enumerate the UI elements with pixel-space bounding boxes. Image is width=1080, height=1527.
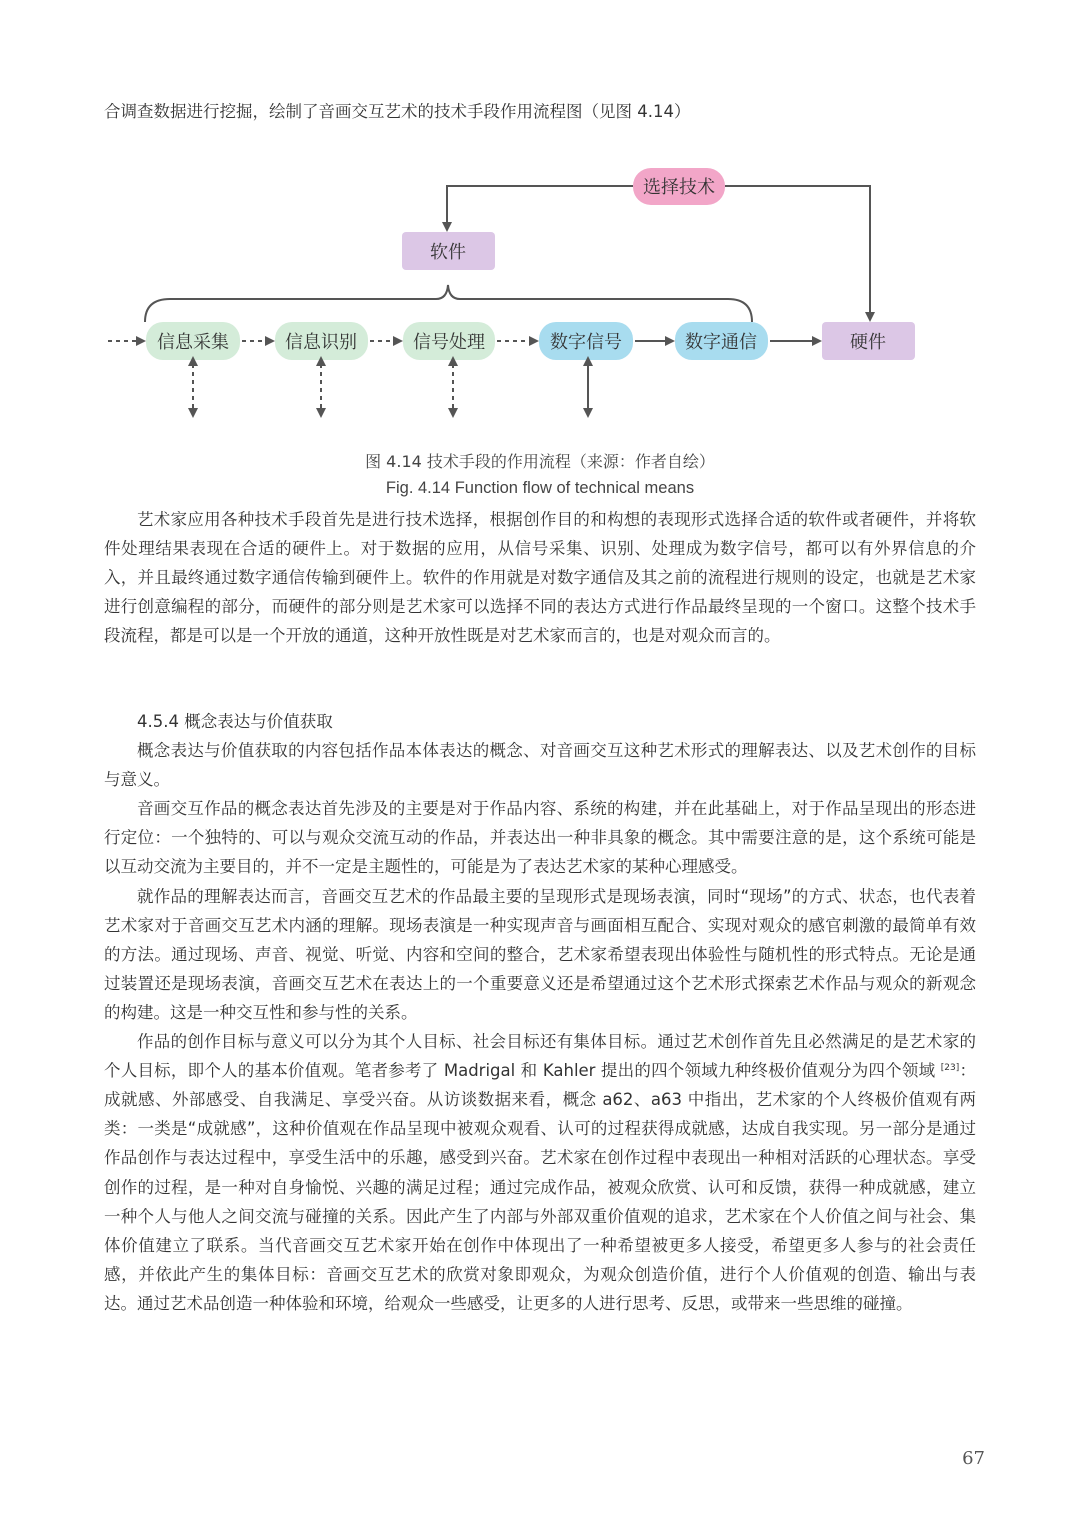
select-technology-node [633,168,725,205]
flow-node-info-recognition [275,322,368,360]
page-number: 67 [962,1448,985,1469]
technical-flow-diagram [0,150,1080,440]
body-section-2 [104,707,976,1318]
paragraph: 艺术家应用各种技术手段首先是进行技术选择，根据创作目的和构想的表现形式选择合适的软件或者硬件，并将软件处理结果表现在合适的硬件上。对于数据的应用，从信号采集、识别、处理成为数字信号，都可以有外界信息的介入，并且最终通过数字通信传输到硬件上。软件的作用就是对数字通信及其之前的流程进行规则的设定，也就是艺术家进行创意编程的部分，而硬件的部分则是艺术家可以选择不同的表达方式进行作品最终呈现的一个窗口。这整个技术手段流程，都是可以是一个开放的通道，这种开放性既是对艺术家而言的，也是对观众而言的。 [104,510,976,646]
svg-text:数字信号: 数字信号 [550,332,622,353]
hardware-node [822,322,915,360]
software-node [402,232,495,270]
svg-text:信息采集: 信息采集 [157,332,229,353]
svg-text:数字通信: 数字通信 [685,332,757,353]
section-heading: 4.5.4 概念表达与价值获取 [137,712,333,731]
flow-node-digital-signal [539,322,633,360]
hardware-label: 硬件 [850,332,886,353]
paragraph: 概念表达与价值获取的内容包括作品本体表达的概念、对音画交互这种艺术形式的理解表达、以及艺术创作的目标与意义。 [104,741,976,790]
flow-node-info-collection [146,322,240,360]
body-section-1 [104,505,976,650]
paragraph-with-citation [104,1027,976,1318]
paragraph-text-part-2: ：成就感、外部感受、自我满足、享受兴奋。从访谈数据来看，概念 a62、a63 中指出，艺术家的个人终极价值观有两类：一类是“成就感”，这种价值观在作品呈现中被观众观看、认可的过程获得成就感，达成自我实现。另一部分是通过作品创作与表达过程中，享受生活中的乐趣，感受到兴奋。艺术家在创作过程中表现出一种相对活跃的心理状态。享受创作的过程，是一种对自身愉悦、兴趣的满足过程；通过完成作品，被观众欣赏、认可和反馈，获得一种成就感，建立一种个人与他人之间交流与碰撞的关系。因此产生了内部与外部双重价值观的追求，艺术家在个人价值之间与社会、集体价值建立了联系。当代音画交互艺术家开始在创作中体现出了一种希望被更多人接受，希望更多人参与的社会责任感，并依此产生的集体目标：音画交互艺术的欣赏对象即观众，为观众创造价值，进行个人价值观的创造、输出与表达。通过艺术品创造一种体验和环境，给观众一些感受，让更多的人进行思考、反思，或带来一些思维的碰撞。 [104,1061,977,1313]
select-technology-label: 选择技术 [643,177,715,198]
intro-line: 合调查数据进行挖掘，绘制了音画交互艺术的技术手段作用流程图（见图 4.14） [104,102,691,121]
arrow-to-software [447,186,633,230]
arrow-to-hardware [725,186,870,320]
svg-text:信号处理: 信号处理 [413,332,485,353]
flow-node-digital-communication [675,322,768,360]
citation-ref[interactable]: [23] [940,1063,960,1074]
paragraph: 就作品的理解表达而言，音画交互艺术的作品最主要的呈现形式是现场表演，同时“现场”的方式、状态，也代表着艺术家对于音画交互艺术内涵的理解。现场表演是一种实现声音与画面相互配合、实现对观众的感官刺激的最简单有效的方法。通过现场、声音、视觉、听觉、内容和空间的整合，艺术家希望表现出体验性与随机性的形式特点。无论是通过装置还是现场表演，音画交互艺术在表达上的一个重要意义还是希望通过这个艺术形式探索艺术作品与观众的新观念的构建。这是一种交互性和参与性的关系。 [104,886,976,1022]
figure-caption-cn: 图 4.14 技术手段的作用流程（来源：作者自绘） [365,452,715,471]
figure-caption-en: Fig. 4.14 Function flow of technical means [385,479,695,497]
paragraph-text-part-1: 作品的创作目标与意义可以分为其个人目标、社会目标还有集体目标。通过艺术创作首先且必然满足的是艺术家的个人目标，即个人的基本价值观。笔者参考了 Madrigal 和 Kahler 提出的四个领域九种终极价值观分为四个领域 [104,1032,976,1081]
flow-node-signal-processing [403,322,495,360]
software-label: 软件 [430,242,466,263]
svg-text:信息识别: 信息识别 [285,332,357,353]
paragraph: 音画交互作品的概念表达首先涉及的主要是对于作品内容、系统的构建，并在此基础上，对于作品呈现出的形态进行定位：一个独特的、可以与观众交流互动的作品，并表达出一种非具象的概念。其中需要注意的是，这个系统可能是以互动交流为主要目的，并不一定是主题性的，可能是为了表达艺术家的某种心理感受。 [104,799,976,877]
software-brace [145,285,752,322]
